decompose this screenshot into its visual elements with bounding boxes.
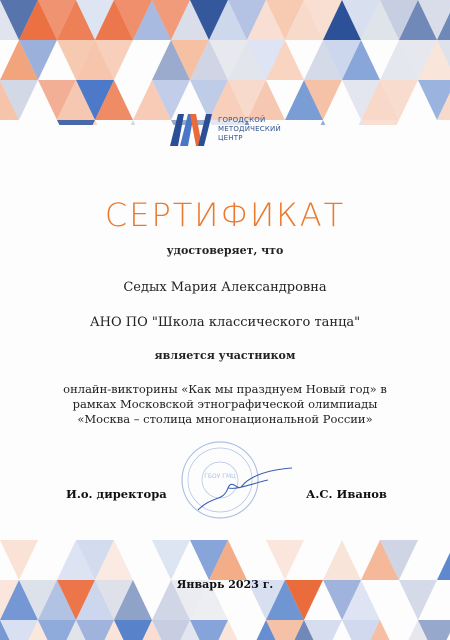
issue-date: Январь 2023 г. [176,578,274,591]
pattern-triangle [304,120,342,125]
pattern-triangle [266,540,304,580]
pattern-triangle [437,540,450,580]
logo-line-2: МЕТОДИЧЕСКИЙ [218,125,281,133]
recipient-name: Седых Мария Александровна [123,280,327,295]
pattern-triangle [323,540,361,580]
pattern-triangle [114,120,152,125]
stamp-icon [182,442,258,518]
logo-line-3: ЦЕНТР [218,134,243,142]
pattern-triangle [152,540,190,580]
director-title: И.о. директора [66,487,167,501]
logo-line-1: ГОРОДСКОЙ [218,116,266,124]
certificate-title: СЕРТИФИКАТ [104,196,346,234]
director-name: А.С. Иванов [306,487,387,501]
event-description [0,382,450,427]
certifies-text: удостоверяет, что [166,244,284,257]
pattern-triangle [361,120,399,125]
pattern-triangle [0,540,38,580]
participant-text: является участником [154,349,296,362]
pattern-triangle [57,120,95,125]
description-line-3: «Москва – столица многонациональной России» [77,412,373,426]
description-line-2: рамках Московской этнографической олимпиады [72,397,378,411]
stamp-text: ГБОУ ГМЦ [204,473,236,480]
organization-name: АНО ПО "Школа классического танца" [89,315,361,330]
logo-text [218,116,296,143]
description-line-1: онлайн-викторины «Как мы празднуем Новый год» в [63,382,387,396]
stamp-and-signature [168,440,298,530]
triangle-pattern-top [0,0,450,125]
logo-mark-icon [170,112,216,146]
organization-logo [170,112,290,148]
